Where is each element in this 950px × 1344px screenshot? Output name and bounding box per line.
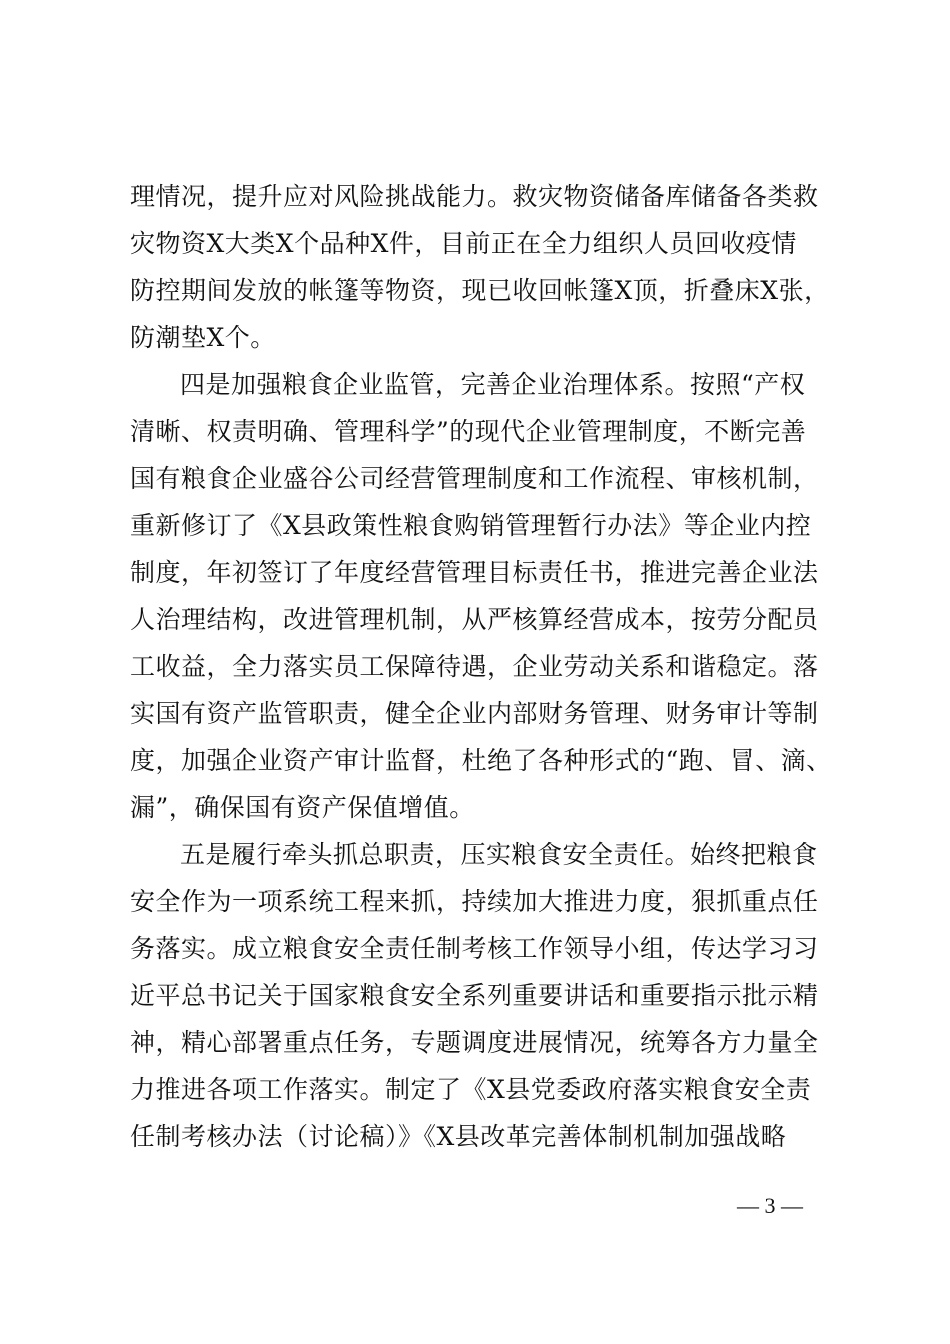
text-line: 清晰、权责明确、管理科学”的现代企业管理制度，不断完善 bbox=[130, 417, 807, 446]
text-line: 度，加强企业资产审计监督，杜绝了各种形式的“跑、冒、滴、 bbox=[130, 746, 832, 775]
text-line: 防控期间发放的帐篷等物资，现已收回帐篷X顶，折叠床X张， bbox=[130, 276, 830, 305]
text-line: 神，精心部署重点任务，专题调度进展情况，统筹各方力量全 bbox=[130, 1028, 819, 1057]
text-line: 实国有资产监管职责，健全企业内部财务管理、财务审计等制 bbox=[130, 699, 819, 728]
text-line: 灾物资X大类X个品种X件，目前正在全力组织人员回收疫情 bbox=[130, 229, 797, 258]
page-number: — 3 — bbox=[737, 1193, 803, 1218]
paragraph-start-line: 五是履行牵头抓总职责，压实粮食安全责任。始终把粮食 bbox=[180, 840, 818, 869]
text-line: 理情况，提升应对风险挑战能力。救灾物资储备库储备各类救 bbox=[130, 182, 819, 211]
text-line: 力推进各项工作落实。制定了《X县党委政府落实粮食安全责 bbox=[130, 1075, 812, 1104]
text-line: 重新修订了《X县政策性粮食购销管理暂行办法》等企业内控 bbox=[130, 511, 812, 540]
paragraph-start-line: 四是加强粮食企业监管，完善企业治理体系。按照“产权 bbox=[180, 370, 806, 399]
text-line: 工收益，全力落实员工保障待遇，企业劳动关系和谐稳定。落 bbox=[130, 652, 819, 681]
text-line: 近平总书记关于国家粮食安全系列重要讲话和重要指示批示精 bbox=[130, 981, 819, 1010]
text-line: 任制考核办法（讨论稿）》《X县改革完善体制机制加强战略 bbox=[130, 1122, 787, 1151]
text-line: 制度，年初签订了年度经营管理目标责任书，推进完善企业法 bbox=[130, 558, 819, 587]
text-line: 国有粮食企业盛谷公司经营管理制度和工作流程、审核机制， bbox=[130, 464, 819, 493]
text-line: 漏”，确保国有资产保值增值。 bbox=[130, 793, 475, 822]
text-line: 防潮垫X个。 bbox=[130, 323, 276, 352]
text-line: 人治理结构，改进管理机制，从严核算经营成本，按劳分配员 bbox=[130, 605, 819, 634]
text-line: 务落实。成立粮食安全责任制考核工作领导小组，传达学习习 bbox=[130, 934, 819, 963]
text-line: 安全作为一项系统工程来抓，持续加大推进力度，狠抓重点任 bbox=[130, 887, 819, 916]
